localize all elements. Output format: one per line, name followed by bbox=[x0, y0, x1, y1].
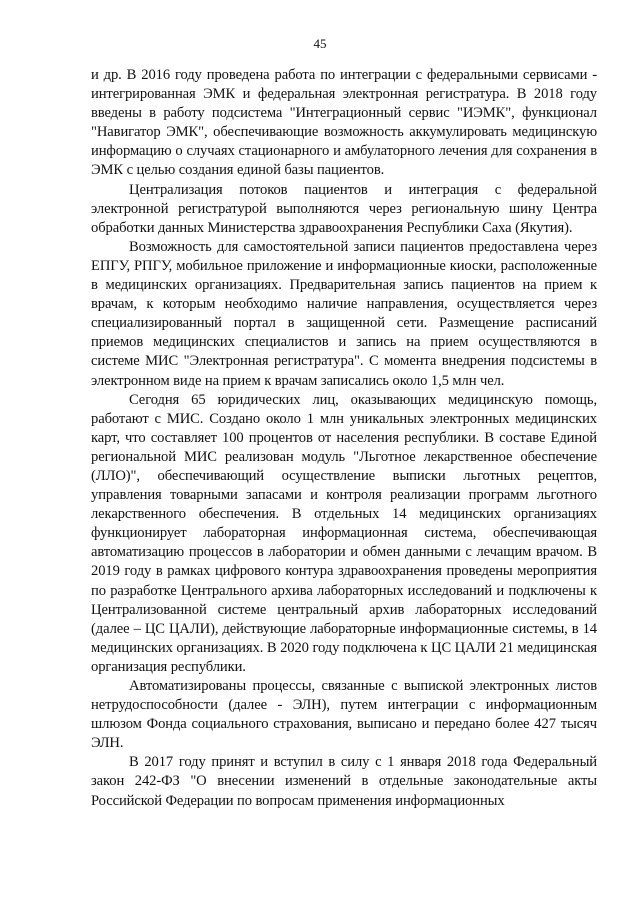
paragraph-self-registration: Возможность для самостоятельной записи пациентов предоставлена через ЕПГУ, РПГУ, мобильное приложение и информационные киоски, расположенные в медицинских организациях. Предварительная запись пациентов на прием к врачам, к которым необходимо наличие направления, осуществляется через специализированный портал в защищенной сети. Размещение расписаний приемов медицинских специалистов и запись на прием осуществляются в системе МИС "Электронная регистратура". С момента внедрения подсистемы в электронном виде на прием к врачам записались около 1,5 млн чел. bbox=[91, 238, 597, 389]
page-number: 45 bbox=[313, 36, 327, 51]
paragraph-emk-integration: и др. В 2016 году проведена работа по интеграции с федеральными сервисами - интегрированная ЭМК и федеральная электронная регистратура. В 2018 году введены в работу подсистема "Интеграционный сервис "ИЭМК", функционал "Навигатор ЭМК", обеспечивающие возможность аккумулировать медицинскую информацию о случаях стационарного и амбулаторного лечения для сохранения в ЭМК с целью создания единой базы пациентов. bbox=[91, 67, 597, 179]
paragraph-federal-law: В 2017 году принят и вступил в силу с 1 января 2018 года Федеральный закон 242-ФЗ "О внесении изменений в отдельные законодательные акты Российской Федерации по вопросам применения информационных bbox=[91, 754, 597, 809]
paragraph-eln: Автоматизированы процессы, связанные с выпиской электронных листов нетрудоспособности (далее - ЭЛН), путем интеграции с информационным шлюзом Фонда социального страхования, выписано и передано более 427 тысяч ЭЛН. bbox=[91, 678, 597, 752]
document-body bbox=[91, 66, 597, 811]
paragraph-patient-flow: Централизация потоков пациентов и интеграция с федеральной электронной регистратурой выполняются через региональную шину Центра обработки данных Министерства здравоохранения Республики Саха (Якутия). bbox=[91, 181, 597, 236]
paragraph-mis-users: Сегодня 65 юридических лиц, оказывающих медицинскую помощь, работают с МИС. Создано около 1 млн уникальных электронных медицинских карт, что составляет 100 процентов от населения республики. В составе Единой региональной МИС реализован модуль "Льготное лекарственное обеспечение (ЛЛО)", обеспечивающий осуществление выписки льготных рецептов, управления товарными запасами и контроля реализации программ льготного лекарственного обеспечения. В отдельных 14 медицинских организациях функционирует лабораторная информационная система, обеспечивающая автоматизацию процессов в лаборатории и обмен данными с лечащим врачом. В 2019 году в рамках цифрового контура здравоохранения проведены мероприятия по разработке Центрального архива лабораторных исследований и подключены к Централизованной системе центральный архив лабораторных исследований (далее – ЦС ЦАЛИ), действующие лабораторные информационные системы, в 14 медицинских организациях. В 2020 году подключена к ЦС ЦАЛИ 21 медицинская организация республики. bbox=[91, 391, 597, 675]
